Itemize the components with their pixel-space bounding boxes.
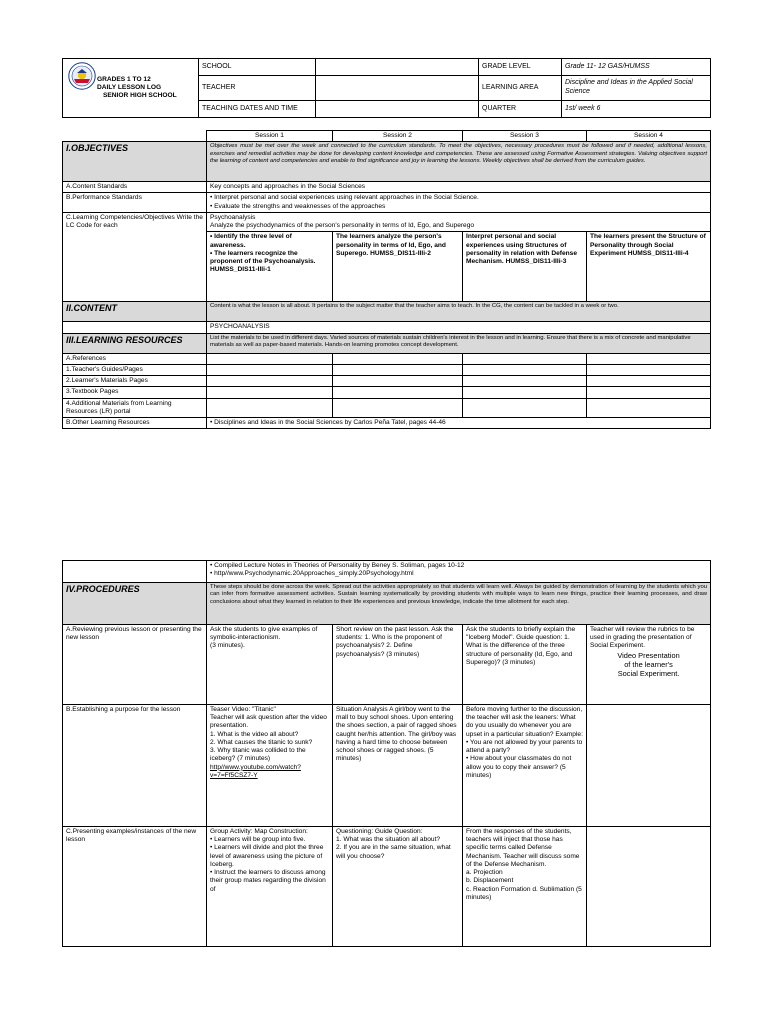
objectives-note: Objectives must be met over the week and connected to the curriculum standards. To meet the objectives, necessary procedures must be followed and if needed, additional lessons, exercises and remedial activities may be done for developing content knowledge and competencies. These are assessed using Formative Assessment strategies. Valuing objectives support the learning of content and competencies and enable to find significance and joy in learning the lessons. Weekly objectives shall be derived from the curriculum guides.	[207, 142, 711, 182]
teacher-value	[316, 76, 479, 101]
content-standards-label: A.Content Standards	[63, 182, 207, 193]
competencies-head: Psychoanalysis Analyze the psychodynamics of the person's personality in terms of Id, Ego, and Superego	[207, 212, 711, 231]
additional-materials-label: 4.Additional Materials from Learning Resources (LR) portal	[63, 398, 207, 417]
header-table	[62, 58, 711, 118]
objectives-heading: I.OBJECTIVES	[63, 142, 207, 182]
session-1-header: Session 1	[207, 131, 333, 142]
competency-session-1: • Identify the three level of awareness. • The learners recognize the proponent of the Psychoanalysis. HUMSS_DIS11-IIIi-1	[207, 232, 333, 302]
additional-references: • Compiled Lecture Notes in Theories of Personality by Beney S. Soliman, pages 10-12 • http//www.Psychodynamic.20Approaches_simply.20Psychology.html	[207, 561, 711, 583]
performance-standards-value: • Interpret personal and social experiences using relevant approaches in the Social Science. • Evaluate the strengths and weaknesses of the approaches	[207, 193, 711, 212]
session-2-header: Session 2	[333, 131, 463, 142]
procedure-c-label: C.Presenting examples/instances of the new lesson	[63, 827, 207, 947]
procedure-c-session-4	[587, 827, 711, 947]
lesson-table-page1	[62, 130, 711, 429]
procedure-a-session-1: Ask the students to give examples of symbolic-interactionism. (3 minutes).	[207, 625, 333, 705]
teacher-label: TEACHER	[199, 76, 316, 101]
other-resources-label: B.Other Learning Resources	[63, 418, 207, 429]
procedure-b-session-4	[587, 705, 711, 827]
competency-session-3: Interpret personal and social experiences using Structures of personality in relation with Defense Mechanism. HUMSS_DIS11-IIIi-3	[463, 232, 587, 302]
dates-label: TEACHING DATES AND TIME	[199, 101, 316, 118]
dates-value	[316, 101, 479, 118]
school-value	[316, 59, 479, 76]
school-label: SCHOOL	[199, 59, 316, 76]
procedure-b-session-3: Before moving further to the discussion, the teacher will ask the leaners: What do you usually do whenever you are upset in a particular situation? Example: • You are not allowed by your parents to attend a party? • How about your classmates do not allow you to copy their answer? (5 minutes)	[463, 705, 587, 827]
resources-note: List the materials to be used in different days. Varied sources of materials sustain children's interest in the lesson and in learning. Ensure that there is a mix of concrete and manipulative materials as well as paper-based materials. Hands-on learning promotes concept development.	[207, 333, 711, 353]
content-standards-value: Key concepts and approaches in the Social Sciences	[207, 182, 711, 193]
dll-title: GRADES 1 TO 12 DAILY LESSON LOG SENIOR HIGH SCHOOL	[63, 59, 199, 118]
grade-level-label: GRADE LEVEL	[479, 59, 562, 76]
content-value: PSYCHOANALYSIS	[207, 322, 711, 333]
procedure-c-session-3: From the responses of the students, teachers will inject that those has specific terms called Defense Mechanism. Teacher will discuss some of the Defense Mechanism. a. Projection b. Displacement c. Reaction Formation d. Sublimation (5 minutes)	[463, 827, 587, 947]
session-4-header: Session 4	[587, 131, 711, 142]
competencies-label: C.Learning Competencies/Objectives Write the LC Code for each	[63, 212, 207, 301]
procedure-b-label: B.Establishing a purpose for the lesson	[63, 705, 207, 827]
quarter-value: 1st/ week 6	[562, 101, 711, 118]
procedure-a-session-3: Ask the students to briefly explain the "Iceberg Model". Guide question: 1. What is the difference of the three structure of personality (Id, Ego, and Superego)? (3 minutes)	[463, 625, 587, 705]
lesson-table-page2	[62, 560, 711, 947]
content-note: Content is what the lesson is all about. It pertains to the subject matter that the teacher aims to teach. In the CG, the content can be tackled in a week or two.	[207, 302, 711, 322]
content-heading: II.CONTENT	[63, 302, 207, 322]
resources-heading: III.LEARNING RESOURCES	[63, 333, 207, 353]
procedures-heading: IV.PROCEDURES	[63, 583, 207, 625]
other-resources-value: • Disciplines and Ideas in the Social Sciences by Carlos Peña Tatel, pages 44-46	[207, 418, 711, 429]
procedure-b-session-2: Situation Analysis A girl/boy went to the mall to buy school shoes. Upon entering the shoes section, a pair of ragged shoes caught her/his attention. The girl/boy was having a hard time to choose between school shoes or ragged shoes. (5 minutes)	[333, 705, 463, 827]
references-label: A.References	[63, 353, 207, 364]
procedures-note: These steps should be done across the week. Spread out the activities appropriately so that students will learn well. Always be guided by demonstration of learning by the students which you can infer from formative assessment activities. Sustain learning systematically by providing students with multiple ways to learn new things, practice their learning processes, and draw conclusions about what they learned in relation to their life experiences and previous knowledge, indicate the time allotment for each step.	[207, 583, 711, 625]
competency-session-2: The learners analyze the person's personality in terms of Id, Ego, and Superego. HUMSS_DIS11-IIIi-2	[333, 232, 463, 302]
competency-session-4: The learners present the Structure of Personality through Social Experiment HUMSS_DIS11-IIIi-4	[587, 232, 711, 302]
procedure-c-session-1: Group Activity: Map Construction: • Learners will be group into five. • Learners will divide and plot the three level of awareness using the picture of Iceberg. • Instruct the learners to discuss among their group mates regarding the division of	[207, 827, 333, 947]
session-3-header: Session 3	[463, 131, 587, 142]
procedure-c-session-2: Questioning: Guide Question: 1. What was the situation all about? 2. If you are in the same situation, what will you choose?	[333, 827, 463, 947]
learning-area-label: LEARNING AREA	[479, 76, 562, 101]
procedure-b-session-1: Teaser Video: "Titanic" Teacher will ask question after the video presentation. 1. What is the video all about? 2. What causes the titanic to sunk? 3. Why titanic was collided to the iceberg? (7 minutes) http//www.youtube.com/watch?v=7=Ff5CSZ7-Y	[207, 705, 333, 827]
performance-standards-label: B.Performance Standards	[63, 193, 207, 212]
procedure-a-session-2: Short review on the past lesson. Ask the students: 1. Who is the proponent of psychoanalysis? 2. Define psychoanalysis? (3 minutes)	[333, 625, 463, 705]
learning-area-value: Discipline and Ideas in the Applied Social Science	[562, 76, 711, 101]
teachers-guide-label: 1.Teacher's Guides/Pages	[63, 364, 207, 375]
procedure-a-session-4: Teacher will review the rubrics to be used in grading the presentation of Social Experiment. Video Presentation of the learner's Social Experiment.	[587, 625, 711, 705]
quarter-label: QUARTER	[479, 101, 562, 118]
procedure-a-label: A.Reviewing previous lesson or presenting the new lesson	[63, 625, 207, 705]
grade-level-value: Grade 11- 12 GAS/HUMSS	[562, 59, 711, 76]
learners-materials-label: 2.Learner's Materials Pages	[63, 376, 207, 387]
textbook-pages-label: 3.Textbook Pages	[63, 387, 207, 398]
youtube-link[interactable]: http//www.youtube.com/watch?v=7=Ff5CSZ7-Y	[210, 763, 301, 779]
